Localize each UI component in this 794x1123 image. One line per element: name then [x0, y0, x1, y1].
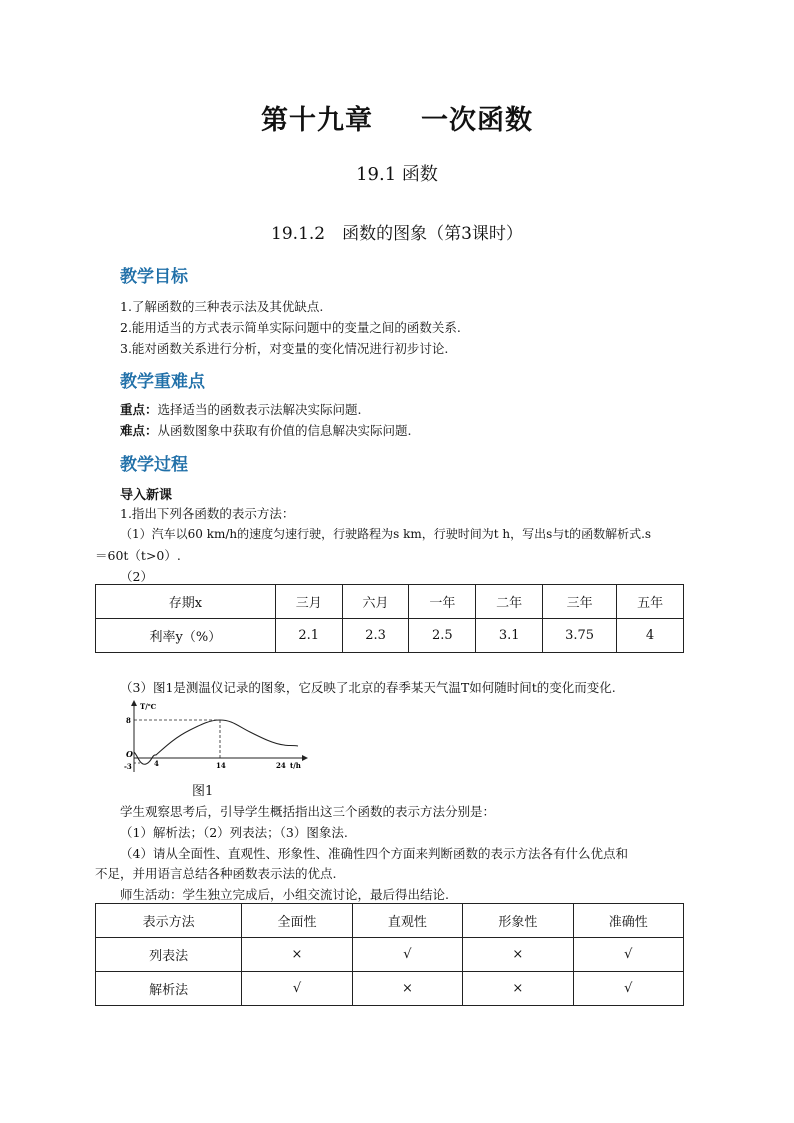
- table-cell: 六月: [342, 585, 409, 619]
- table-cell: 三年: [543, 585, 617, 619]
- question-4: （4）请从全面性、直观性、形象性、准确性四个方面来判断函数的表示方法各有什么优点和: [120, 846, 628, 861]
- table-cell: 表示方法: [96, 904, 242, 938]
- key-text: 选择适当的函数表示法解决实际问题.: [157, 402, 362, 417]
- x-axis-arrow: [302, 755, 308, 761]
- table-cell: 列表法: [96, 938, 242, 972]
- table-cell: 准确性: [573, 904, 683, 938]
- table-cell: √: [352, 938, 462, 972]
- table-cell: 三月: [275, 585, 342, 619]
- question-1-3: （3）图1是测温仪记录的图象，它反映了北京的春季某天气温T如何随时间t的变化而变化.: [120, 680, 616, 695]
- table-cell: 存期x: [96, 585, 276, 619]
- table-cell: 二年: [476, 585, 543, 619]
- table-cell: √: [573, 938, 683, 972]
- table-cell: 3.75: [543, 619, 617, 653]
- question-4-cont: 不足，并用语言总结各种函数表示法的优点.: [95, 866, 337, 881]
- table-cell: 2.1: [275, 619, 342, 653]
- goals-heading: 教学目标: [120, 267, 188, 287]
- comparison-table: [95, 903, 684, 1006]
- table-cell: 解析法: [96, 972, 242, 1006]
- section-title: 19.1 函数: [356, 164, 438, 185]
- goal-item: 2.能用适当的方式表示简单实际问题中的变量之间的函数关系.: [120, 320, 461, 335]
- difficult-text: 从函数图象中获取有价值的信息解决实际问题.: [157, 423, 412, 438]
- y-axis-arrow: [131, 700, 137, 706]
- table-cell: 五年: [617, 585, 684, 619]
- subsection-title: 19.1.2 函数的图象（第3课时）: [271, 224, 523, 244]
- table-header-row: [96, 585, 684, 619]
- activity-line: 师生活动：学生独立完成后，小组交流讨论，最后得出结论.: [120, 887, 449, 902]
- table-cell: ×: [463, 938, 573, 972]
- table-cell: √: [242, 972, 352, 1006]
- table-cell: ×: [463, 972, 573, 1006]
- chapter-number: 第十九章: [261, 105, 373, 136]
- table-cell: 利率y（%）: [96, 619, 276, 653]
- question-1-1-cont: ＝60t（t>0）.: [95, 548, 181, 563]
- table-cell: 2.3: [342, 619, 409, 653]
- goal-item: 1.了解函数的三种表示法及其优缺点.: [120, 299, 324, 314]
- summary-line: （1）解析法；（2）列表法；（3）图象法.: [120, 825, 348, 840]
- keypoints-heading: 教学重难点: [120, 372, 205, 392]
- question-1-2: （2）: [120, 569, 153, 584]
- table-row: [96, 972, 684, 1006]
- table-row: [96, 619, 684, 653]
- table-cell: 形象性: [463, 904, 573, 938]
- table-cell: 3.1: [476, 619, 543, 653]
- key-label: 重点：: [120, 402, 158, 417]
- interest-rate-table: [95, 584, 684, 653]
- x-tick-label: 14: [216, 761, 226, 770]
- table-cell: 一年: [409, 585, 476, 619]
- y-axis-label: T/℃: [140, 702, 157, 711]
- x-tick-label: 4: [154, 759, 159, 768]
- question-1: 1.指出下列各函数的表示方法：: [120, 506, 295, 521]
- table-cell: 直观性: [352, 904, 462, 938]
- table-cell: 2.5: [409, 619, 476, 653]
- difficult-point: [120, 421, 412, 439]
- key-point: [120, 400, 362, 418]
- table-cell: √: [573, 972, 683, 1006]
- intro-heading: 导入新课: [120, 488, 173, 503]
- chapter-name: 一次函数: [421, 105, 533, 136]
- chapter-title: [0, 98, 794, 137]
- process-heading: 教学过程: [120, 455, 188, 475]
- table-cell: 4: [617, 619, 684, 653]
- table-row: [96, 938, 684, 972]
- temperature-graph: [112, 700, 312, 775]
- table-cell: 全面性: [242, 904, 352, 938]
- goal-item: 3.能对函数关系进行分析，对变量的变化情况进行初步讨论.: [120, 341, 449, 356]
- table-cell: ×: [242, 938, 352, 972]
- figure-caption: 图1: [192, 784, 214, 799]
- y-tick-label: 8: [126, 716, 131, 725]
- origin-label: O: [126, 749, 133, 759]
- difficult-label: 难点：: [120, 423, 158, 438]
- x-axis-label: t/h: [290, 761, 301, 770]
- y-tick-label: -3: [124, 762, 132, 771]
- table-header-row: [96, 904, 684, 938]
- table-cell: ×: [352, 972, 462, 1006]
- x-tick-label: 24: [276, 761, 286, 770]
- question-1-1: （1）汽车以60 km/h的速度匀速行驶，行驶路程为s km，行驶时间为t h，写出s与t的函数解析式.s: [120, 527, 652, 541]
- summary-line: 学生观察思考后，引导学生概括指出这三个函数的表示方法分别是：: [120, 804, 496, 819]
